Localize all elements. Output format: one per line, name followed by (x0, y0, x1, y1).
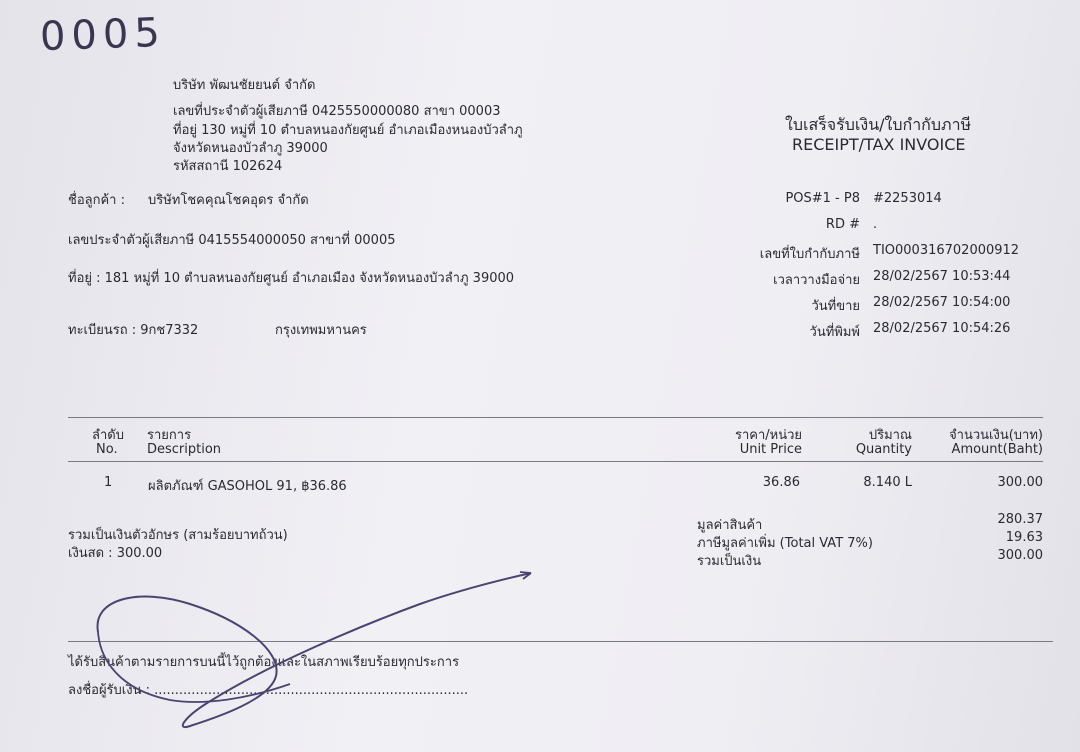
total-label-subtotal: มูลค่าสินค้า (697, 518, 763, 533)
meta-value: 28/02/2567 10:54:26 (873, 321, 1011, 336)
seller-station-code: รหัสสถานี 102624 (173, 159, 283, 174)
customer-address: ที่อยู่ : 181 หมู่ที่ 10 ตำบลหนองกัยศูนย์ อำเภอเมือง จังหวัดหนองบัวลำภู 39000 (68, 271, 515, 286)
col-header-price-th: ราคา/หน่วย (734, 428, 802, 443)
cash-paid: เงินสด : 300.00 (68, 546, 163, 561)
col-header-price-en: Unit Price (739, 442, 802, 457)
row-amount: 300.00 (997, 475, 1043, 490)
col-header-qty-th: ปริมาณ (868, 428, 912, 443)
col-header-amount-th: จำนวนเงิน(บาท) (949, 428, 1043, 443)
customer-tax-id: เลขประจำตัวผู้เสียภาษี 0415554000050 สาขาที่ 00005 (68, 233, 396, 248)
seller-name: บริษัท พัฒนชัยยนต์ จำกัด (173, 78, 316, 93)
seller-tax-id: เลขที่ประจำตัวผู้เสียภาษี 0425550000080 สาขา 00003 (173, 104, 501, 119)
row-quantity: 8.140 L (863, 475, 912, 490)
total-value-grand: 300.00 (997, 548, 1043, 563)
meta-value: TIO000316702000912 (873, 243, 1020, 258)
col-header-no-en: No. (96, 442, 118, 457)
signature-stroke (97, 573, 531, 727)
doc-title-english: RECEIPT/TAX INVOICE (792, 135, 966, 154)
meta-label: เวลาวางมือจ่าย (773, 273, 860, 288)
col-header-amount-en: Amount(Baht) (951, 442, 1043, 457)
doc-title-thai: ใบเสร็จรับเงิน/ใบกำกับภาษี (785, 115, 972, 134)
amount-in-words: รวมเป็นเงินตัวอักษร (สามร้อยบาทถ้วน) (68, 528, 288, 543)
total-label-vat: ภาษีมูลค่าเพิ่ม (Total VAT 7%) (697, 536, 873, 551)
row-unit-price: 36.86 (762, 475, 800, 490)
vehicle-plate: ทะเบียนรถ : 9กช7332 (68, 323, 199, 338)
row-no: 1 (104, 475, 113, 490)
meta-label: POS#1 - P8 (785, 191, 860, 206)
total-label-grand: รวมเป็นเงิน (697, 554, 762, 569)
meta-label: RD # (825, 217, 860, 232)
col-header-desc-en: Description (147, 442, 222, 457)
seller-address-line2: จังหวัดหนองบัวลำภู 39000 (173, 141, 328, 156)
customer-name: บริษัทโชคคุณโชคอุดร จำกัด (148, 193, 309, 208)
col-header-desc-th: รายการ (147, 428, 192, 443)
total-value-subtotal: 280.37 (997, 512, 1043, 527)
meta-value: 28/02/2567 10:54:00 (873, 295, 1011, 310)
meta-label: วันที่ขาย (811, 299, 860, 314)
received-statement: ได้รับสินค้าตามรายการบนนี้ไว้ถูกต้องและในสภาพเรียบร้อยทุกประการ (68, 655, 460, 670)
meta-value: . (873, 217, 878, 232)
meta-value: #2253014 (873, 191, 942, 206)
row-description: ผลิตภัณฑ์ GASOHOL 91, ฿36.86 (148, 479, 347, 494)
vehicle-province: กรุงเทพมหานคร (275, 323, 367, 338)
seller-address-line1: ที่อยู่ 130 หมู่ที่ 10 ตำบลหนองกัยศูนย์ อำเภอเมืองหนองบัวลำภู (173, 123, 523, 138)
col-header-qty-en: Quantity (855, 442, 912, 457)
col-header-no-th: ลำดับ (92, 428, 124, 443)
customer-name-label: ชื่อลูกค้า : (68, 193, 125, 208)
meta-label: เลขที่ใบกำกับภาษี (759, 247, 860, 262)
meta-value: 28/02/2567 10:53:44 (873, 269, 1011, 284)
total-value-vat: 19.63 (1005, 530, 1043, 545)
meta-label: วันที่พิมพ์ (809, 325, 860, 340)
receiver-signature-line: ลงชื่อผู้รับเงิน : ............................................................................ (68, 683, 469, 698)
handwritten-number: 0005 (39, 9, 167, 61)
